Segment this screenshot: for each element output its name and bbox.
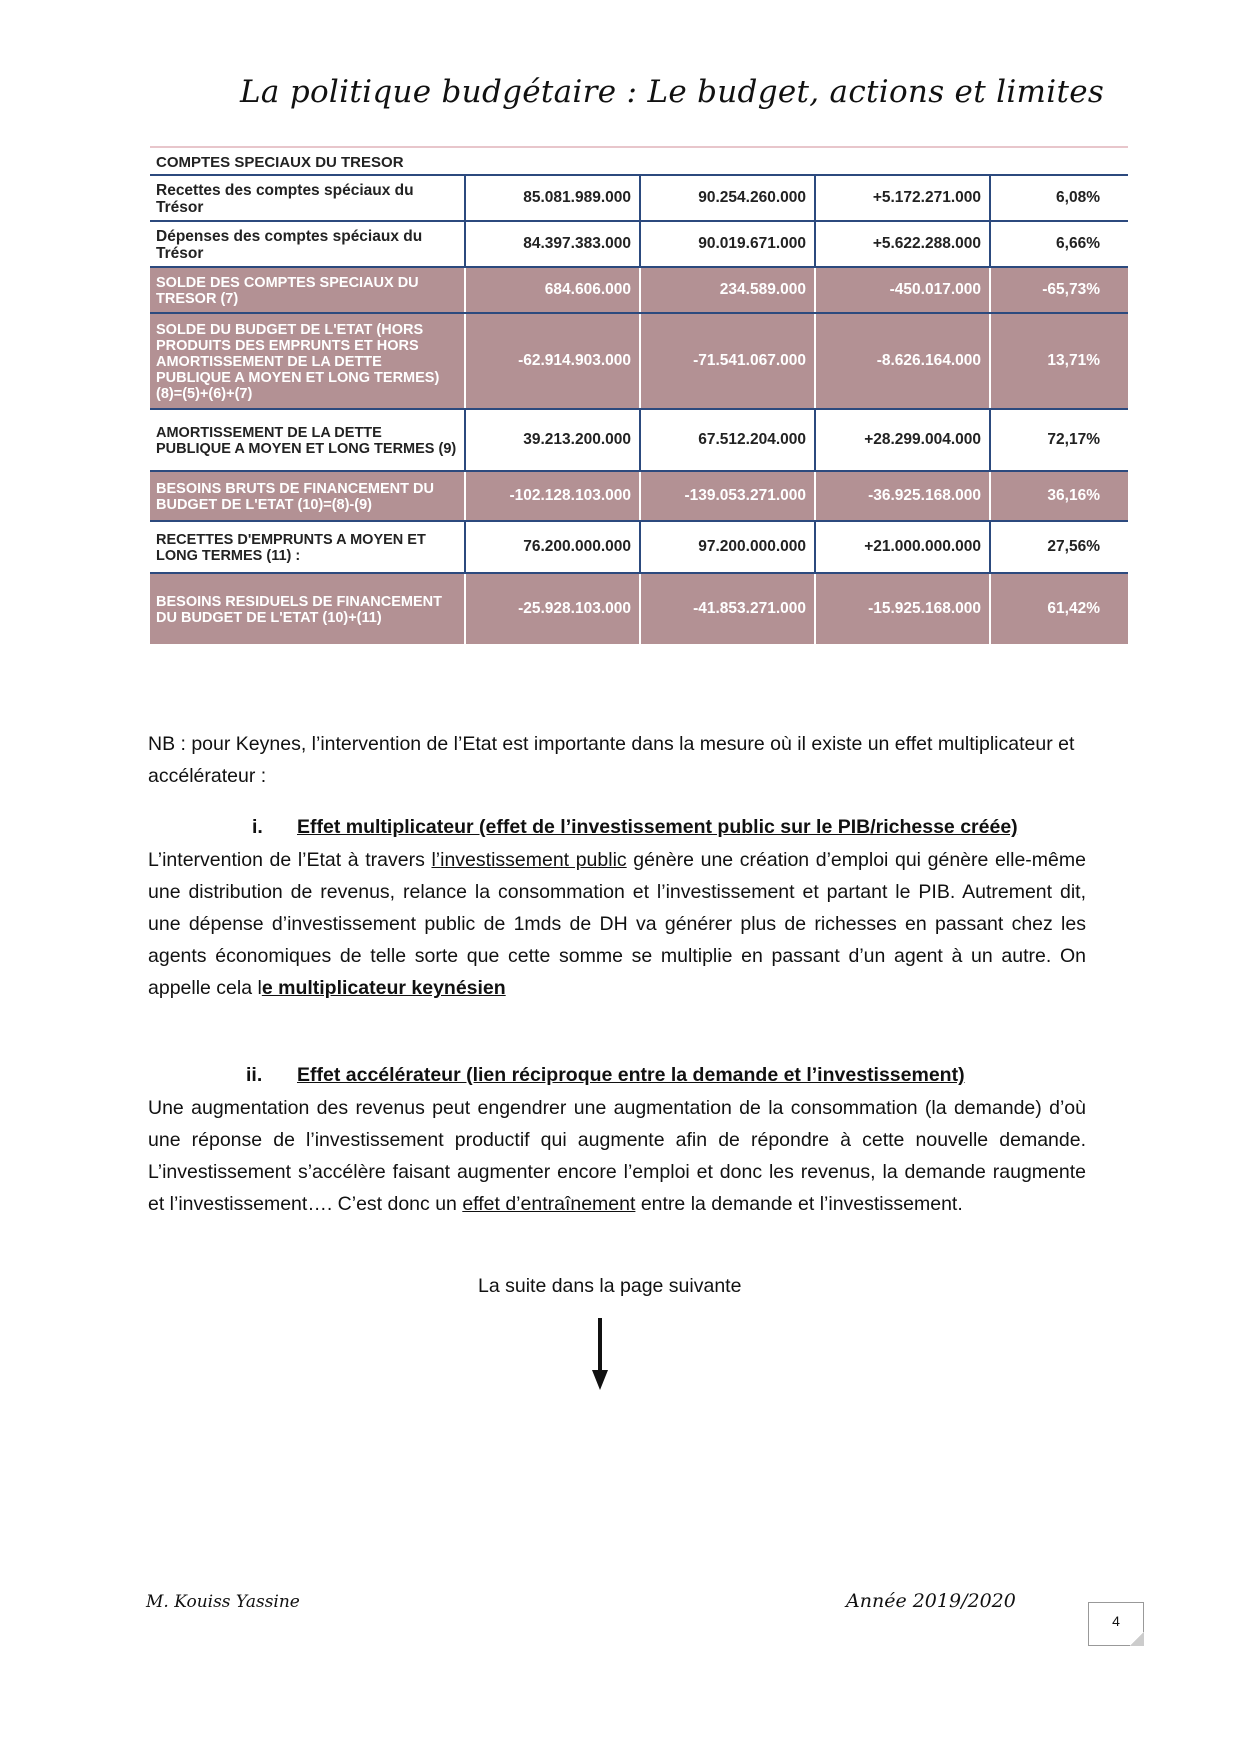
row-label: RECETTES D'EMPRUNTS A MOYEN ET LONG TERMES (11) : [150,522,466,572]
row-value-2: -71.541.067.000 [641,314,816,408]
row-value-2: 67.512.204.000 [641,410,816,470]
down-arrow-icon [592,1318,608,1390]
row-value-1: -25.928.103.000 [466,574,641,644]
row-label: AMORTISSEMENT DE LA DETTE PUBLIQUE A MOYEN ET LONG TERMES (9) [150,410,466,470]
page-number [1088,1602,1144,1646]
footer-year: Année 2019/2020 [846,1590,1016,1612]
row-value-2: 90.019.671.000 [641,222,816,266]
section1-title: Effet multiplicateur (effet de l’investissement public sur le PIB/richesse créée) [297,816,1018,838]
row-percent: 36,16% [1047,487,1100,504]
row-value-3: +5.622.288.000 [816,222,991,266]
row-value-1: -102.128.103.000 [466,472,641,520]
footer-author: M. Kouiss Yassine [146,1592,300,1612]
row-label: SOLDE DES COMPTES SPECIAUX DU TRESOR (7) [150,268,466,312]
section1-underlined-term: l’investissement public [431,849,627,871]
row-value-3: -15.925.168.000 [816,574,991,644]
row-value-3: +21.000.000.000 [816,522,991,572]
section1-text-mid: génère une création d’emploi qui génère elle-même une distribution de revenus, relance la consommation et l’investissement et partant le PIB. Autrement dit, une dépense d’investissement public de 1mds de DH va générer plus de richesses en passant chez les agents économiques de telle sorte que cette somme se multiplie en passant d’un agent à un autre. On appelle cela l [148,849,1086,999]
row-label: Dépenses des comptes spéciaux du Trésor [150,222,466,266]
row-value-1: -62.914.903.000 [466,314,641,408]
row-value-3: -8.626.164.000 [816,314,991,408]
row-value-2: 97.200.000.000 [641,522,816,572]
section2-text-start: Une augmentation des revenus peut engendrer une augmentation de la consommation (la demande) d’où une réponse de l’investissement productif qui augmente afin de répondre à cette nouvelle demande. L’investissement s’accélère faisant augmenter encore l’emploi et donc les revenus, la demande raugmente et l’investissement…. C’est donc un [148,1097,1086,1215]
row-percent: 72,17% [1047,431,1100,448]
row-label: BESOINS RESIDUELS DE FINANCEMENT DU BUDGET DE L'ETAT (10)+(11) [150,574,466,644]
row-percent: 6,08% [1056,189,1100,206]
nb-paragraph: NB : pour Keynes, l’intervention de l’Etat est importante dans la mesure où il existe un effet multiplicateur et accélérateur : [148,733,1075,787]
row-value-2: 90.254.260.000 [641,176,816,220]
section2-text-end: entre la demande et l’investissement. [635,1193,963,1215]
row-value-1: 76.200.000.000 [466,522,641,572]
row-value-2: -139.053.271.000 [641,472,816,520]
row-value-2: -41.853.271.000 [641,574,816,644]
table-row [150,472,1128,522]
section2-number: ii. [246,1064,263,1086]
budget-table [150,146,1128,644]
table-header: COMPTES SPECIAUX DU TRESOR [156,153,404,171]
row-percent: -65,73% [1042,281,1100,298]
row-value-1: 84.397.383.000 [466,222,641,266]
section1-paragraph [148,844,1086,1004]
section1-heading [252,816,1018,839]
table-row [150,522,1128,574]
section2-title: Effet accélérateur (lien réciproque entre la demande et l’investissement) [297,1064,965,1086]
page-fold-icon [1130,1632,1144,1646]
row-percent: 61,42% [1047,600,1100,617]
table-header-row [150,148,1128,176]
row-label: Recettes des comptes spéciaux du Trésor [150,176,466,220]
section2-paragraph [148,1092,1086,1220]
table-row [150,176,1128,222]
row-value-2: 234.589.000 [641,268,816,312]
table-row [150,314,1128,410]
row-percent: 13,71% [1047,352,1100,369]
row-percent: 27,56% [1047,538,1100,555]
section1-text-start: L’intervention de l’Etat à travers [148,849,432,871]
page-number-value: 4 [1112,1613,1120,1629]
row-percent: 6,66% [1056,235,1100,252]
table-row [150,268,1128,314]
table-row [150,222,1128,268]
row-value-3: +28.299.004.000 [816,410,991,470]
row-value-1: 85.081.989.000 [466,176,641,220]
section1-bold-term: e multiplicateur keynésien [261,977,506,999]
section2-underlined-term: effet d’entraînement [462,1193,636,1215]
page-title: La politique budgétaire : Le budget, actions et limites [240,74,1105,110]
section2-heading [246,1064,965,1087]
row-label: SOLDE DU BUDGET DE L'ETAT (HORS PRODUITS DES EMPRUNTS ET HORS AMORTISSEMENT DE LA DETTE PUBLIQUE A MOYEN ET LONG TERMES) (8)=(5)+(6)+(7) [150,314,466,408]
row-value-3: -36.925.168.000 [816,472,991,520]
section1-number: i. [252,816,263,838]
table-row [150,410,1128,472]
row-label: BESOINS BRUTS DE FINANCEMENT DU BUDGET DE L'ETAT (10)=(8)-(9) [150,472,466,520]
row-value-3: +5.172.271.000 [816,176,991,220]
row-value-1: 39.213.200.000 [466,410,641,470]
row-value-3: -450.017.000 [816,268,991,312]
row-value-1: 684.606.000 [466,268,641,312]
table-row [150,574,1128,644]
continue-note: La suite dans la page suivante [478,1275,742,1297]
